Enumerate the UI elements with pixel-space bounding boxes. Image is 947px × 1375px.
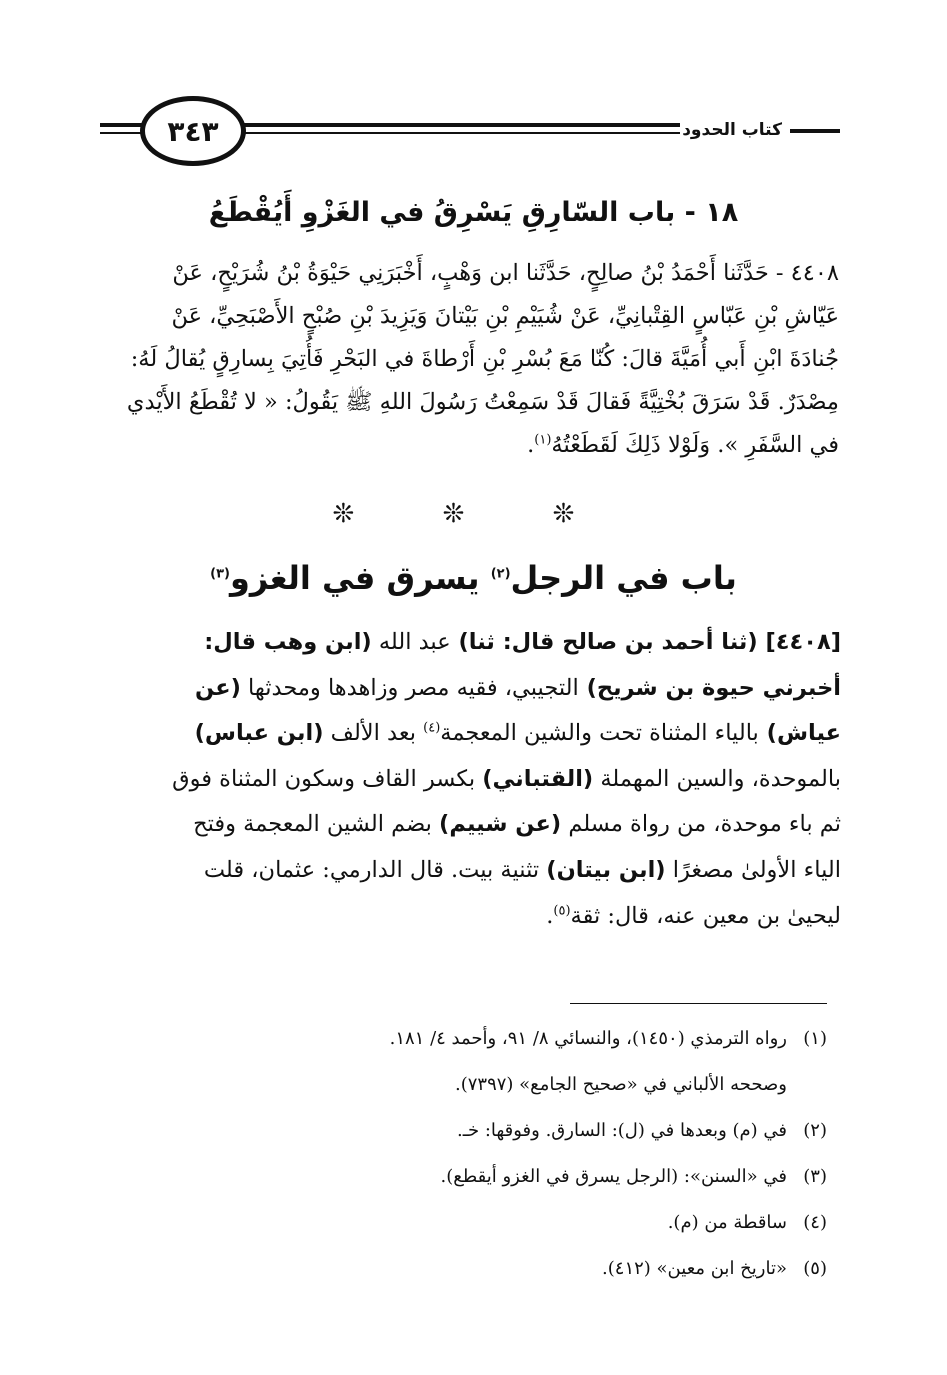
footnote-text: «تاريخ ابن معين» (٤١٢). — [602, 1258, 787, 1279]
gloss-text: بالموحدة، والسين المهملة — [593, 765, 841, 792]
gloss-text: تثنية بيت. قال الدارمي: عثمان، قلت — [203, 856, 547, 883]
gloss-text: عبد الله — [371, 629, 451, 655]
gloss-text: التجيبي، فقيه مصر وزاهدها ومحدثها — [240, 674, 579, 701]
footnote-ref: (١) — [534, 432, 552, 448]
footnote-ref: (٣) — [210, 566, 230, 582]
page-number-text: ٣٤٣ — [167, 114, 219, 148]
footnote-text: في «السنن»: (الرجل يسرق في الغزو أيقطع). — [440, 1166, 787, 1187]
hadith-line: عَيّاشِ بْنِ عَبّاسٍ القِتْبانِيِّ، عَنْ شُيَيْمِ بْنِ بَيْتانَ وَيَزِيدَ بْنِ صُبْحٍ الأَصْبَحِيِّ، عَنْ — [171, 303, 839, 329]
commentary-text — [106, 620, 841, 939]
gloss-text: بضم الشين المعجمة وفتح — [193, 811, 440, 838]
footnote — [130, 1200, 827, 1246]
quoted-text: (ابن بيتان) — [546, 856, 666, 883]
footnote — [130, 1246, 827, 1292]
quoted-text: عياش) — [758, 720, 841, 747]
footnote-text: في (م) وبعدها في (ل): السارق. وفوقها: خـ. — [456, 1120, 787, 1141]
footnote-text: ساقطة من (م). — [667, 1212, 787, 1233]
footnote-ref: (٥) — [553, 903, 571, 919]
hadith-end: . — [527, 432, 535, 458]
running-title: كتاب الحدود — [682, 120, 782, 140]
chapter-title: ١٨ - باب السّارِقِ يَسْرِقُ في الغَزْوِ أَيُقْطَعُ — [208, 197, 739, 228]
gloss-text: الياء الأولىٰ مصغرًا — [665, 856, 841, 883]
commentary-line — [106, 757, 841, 803]
footnote-number: (١) — [803, 1028, 827, 1049]
commentary-line — [106, 848, 841, 894]
footnote-text: وصححه الألباني في «صحيح الجامع» (٧٣٩٧). — [455, 1074, 787, 1095]
commentary-line — [106, 894, 841, 940]
commentary-line — [106, 802, 841, 848]
hadith-line: مِصْدَرٌ. قَدْ سَرَقَ بُخْتِيَّةً فَقالَ قَدْ سَمِعْتُ رَسُولَ اللهِ ﷺ يَقُولُ: « لا تُقْطَعُ الأَيْدي — [126, 389, 839, 415]
footnote-rule — [570, 1003, 827, 1004]
quoted-text: (القتباني) — [482, 765, 594, 792]
header-rule — [790, 129, 840, 133]
footnote — [130, 1108, 827, 1154]
quoted-text: (ابن وهب قال: — [204, 629, 372, 655]
section-title — [100, 548, 847, 608]
commentary-line — [106, 620, 841, 666]
footnote-number: (٢) — [803, 1120, 827, 1141]
hadith-text — [108, 252, 839, 467]
footnote — [130, 1016, 827, 1062]
hadith-line: جُنادَةَ ابْنِ أَبي أُمَيَّةَ قالَ: كُنّا مَعَ بُسْرِ بْنِ أَرْطاةَ في البَحْرِ فَأُتِيَ بِسارِقٍ يُقالُ لَهُ: — [130, 346, 839, 372]
quoted-text: (ابن عباس) — [194, 720, 324, 747]
footnote — [130, 1154, 827, 1200]
gloss-text: بالياء المثناة تحت والشين المعجمة — [440, 720, 759, 747]
hadith-line-last — [108, 424, 839, 467]
section-separator: ❊ ❊ ❊ — [332, 499, 615, 529]
header-rule — [240, 132, 680, 134]
footnote-ref: (٤) — [423, 720, 441, 736]
section-title-part: باب في الرجل — [510, 559, 737, 597]
hadith-line: في السَّفَرِ ». وَلَوْلا ذَلِكَ لَقَطَعْتُهُ — [551, 432, 839, 458]
footnote-number: (٣) — [803, 1166, 827, 1187]
page-number — [140, 96, 246, 166]
gloss-text: بكسر القاف وسكون المثناة فوق — [172, 765, 483, 792]
hadith-line: ٤٤٠٨ - حَدَّثَنا أَحْمَدُ بْنُ صالِحٍ، حَدَّثَنا ابن وَهْبٍ، أَخْبَرَنِي حَيْوَةُ بْنُ شُرَيْحٍ، عَنْ — [172, 260, 839, 286]
footnote-continuation — [130, 1062, 827, 1108]
header-rule — [240, 123, 680, 127]
footnote-ref: (٢) — [490, 566, 511, 582]
quoted-text: أخبرني حيوة بن شريح) — [578, 674, 841, 701]
commentary-line — [106, 711, 841, 757]
quoted-text: [٤٤٠٨] (ثنا أحمد بن صالح قال: ثنا) — [450, 629, 841, 655]
section-title-part: يسرق في الغزو — [230, 559, 491, 597]
gloss-text: . — [546, 902, 554, 929]
quoted-text: (عن — [195, 674, 241, 701]
page-header — [100, 96, 840, 168]
footnote-text: رواه الترمذي (١٤٥٠)، والنسائي ٨/ ٩١، وأحمد ٤/ ١٨١. — [389, 1028, 787, 1049]
quoted-text: (عن شييم) — [439, 811, 562, 838]
footnote-number: (٥) — [803, 1258, 827, 1279]
gloss-text: ثم باء موحدة، من رواة مسلم — [561, 811, 841, 838]
gloss-text: بعد الألف — [323, 720, 424, 747]
gloss-text: ليحيىٰ بن معين عنه، قال: ثقة — [570, 902, 841, 929]
footnote-number: (٤) — [803, 1212, 827, 1233]
commentary-line — [106, 666, 841, 712]
footnotes — [130, 1016, 827, 1292]
